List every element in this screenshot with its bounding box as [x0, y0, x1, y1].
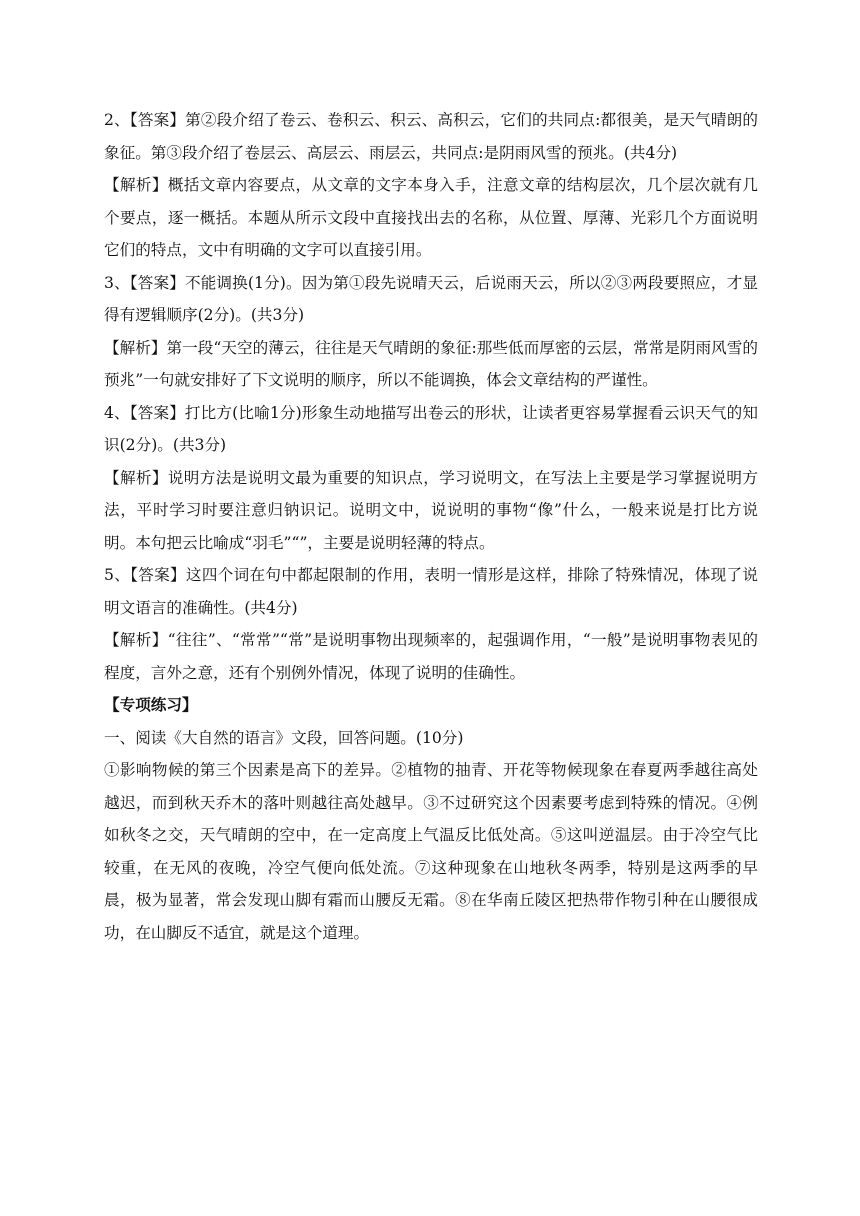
- q3-answer: 3、【答案】不能调换(1分)。因为第①段先说晴天云，后说雨天云，所以②③两段要照应，才显得有逻辑顺序(2分)。(共3分): [104, 273, 758, 324]
- q3-analysis: 【解析】第一段“天空的薄云，往往是天气晴朗的象征:那些低而厚密的云层，常常是阴雨风雪的预兆”一句就安排好了下文说明的顺序，所以不能调换，体会文章结构的严谨性。: [104, 338, 758, 389]
- document-page: [104, 104, 758, 949]
- exercise-intro: 一、阅读《大自然的语言》文段，回答问题。(10分): [104, 728, 464, 747]
- q5-answer: 5、【答案】这四个词在句中都起限制的作用，表明一情形是这样，排除了特殊情况，体现了说明文语言的准确性。(共4分): [104, 566, 758, 617]
- q5-analysis: 【解析】“往往”、“常常”“常”是说明事物出现频率的，起强调作用，“一般”是说明事物表见的程度，言外之意，还有个别例外情况，体现了说明的佳确性。: [104, 631, 758, 682]
- q2-answer: 2、【答案】第②段介绍了卷云、卷积云、积云、高积云，它们的共同点:都很美，是天气晴朗的象征。第③段介绍了卷层云、高层云、雨层云，共同点:是阴雨风雪的预兆。(共4分): [104, 111, 758, 162]
- q4-answer: 4、【答案】打比方(比喻1分)形象生动地描写出卷云的形状，让读者更容易掌握看云识天气的知识(2分)。(共3分): [104, 403, 758, 454]
- section-heading: 【专项练习】: [104, 695, 198, 714]
- exercise-passage: ①影响物候的第三个因素是高下的差异。②植物的抽青、开花等物候现象在春夏两季越往高处越迟，而到秋天乔木的落叶则越往高处越早。③不过研究这个因素要考虑到特殊的情况。④例如秋冬之交，天气晴朗的空中，在一定高度上气温反比低处高。⑤这叫逆温层。由于冷空气比较重，在无风的夜晚，冷空气便向低处流。⑦这种现象在山地秋冬两季，特别是这两季的早晨，极为显著，常会发现山脚有霜而山腰反无霜。⑧在华南丘陵区把热带作物引种在山腰很成功，在山脚反不适宜，就是这个道理。: [104, 761, 758, 942]
- q4-analysis: 【解析】说明方法是说明文最为重要的知识点，学习说明文，在写法上主要是学习掌握说明方法，平时学习时要注意归钠识记。说明文中，说说明的事物“像”什么，一般来说是打比方说明。本句把云比喻成“羽毛”“”，主要是说明轻薄的特点。: [104, 468, 758, 552]
- q2-analysis: 【解析】概括文章内容要点，从文章的文字本身入手，注意文章的结构层次，几个层次就有几个要点，逐一概括。本题从所示文段中直接找出去的名称，从位置、厚薄、光彩几个方面说明它们的特点，文中有明确的文字可以直接引用。: [104, 176, 758, 259]
